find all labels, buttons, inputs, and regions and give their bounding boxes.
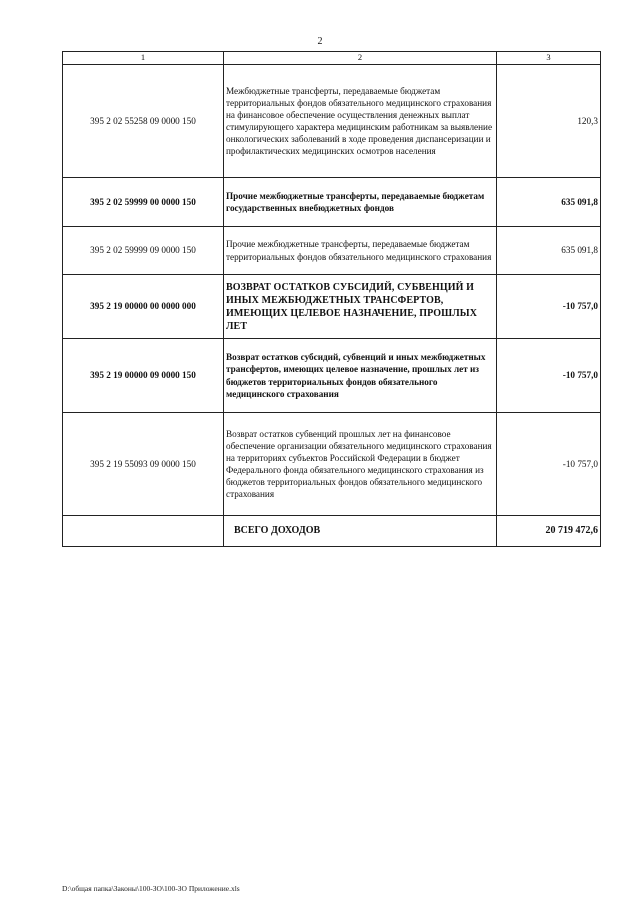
row-description: Прочие межбюджетные трансферты, передаваемые бюджетам государственных внебюджетных фондов	[224, 178, 497, 227]
row-description: Межбюджетные трансферты, передаваемые бюджетам территориальных фондов обязательного медицинского страхования на финансовое обеспечение осуществления денежных выплат стимулирующего характера медицинским работникам за выявление онкологических заболеваний в ходе проведения диспансеризации и профилактических медицинских осмотров населения	[224, 65, 497, 178]
row-value: 120,3	[497, 65, 601, 178]
total-code-cell	[63, 516, 224, 547]
row-value: 635 091,8	[497, 178, 601, 227]
row-description: Возврат остатков субсидий, субвенций и иных межбюджетных трансфертов, имеющих целевое назначение, прошлых лет из бюджетов территориальных фондов обязательного медицинского страхования	[224, 339, 497, 413]
total-label: ВСЕГО ДОХОДОВ	[224, 516, 497, 547]
table-row	[63, 413, 601, 516]
row-description: Прочие межбюджетные трансферты, передаваемые бюджетам территориальных фондов обязательного медицинского страхования	[224, 227, 497, 275]
row-code: 395 2 02 59999 09 0000 150	[63, 227, 224, 275]
row-code: 395 2 19 00000 00 0000 000	[63, 275, 224, 339]
column-header-2: 2	[224, 52, 497, 65]
row-value: 635 091,8	[497, 227, 601, 275]
column-header-1: 1	[63, 52, 224, 65]
row-value: -10 757,0	[497, 275, 601, 339]
row-description: ВОЗВРАТ ОСТАТКОВ СУБСИДИЙ, СУБВЕНЦИЙ И ИНЫХ МЕЖБЮДЖЕТНЫХ ТРАНСФЕРТОВ, ИМЕЮЩИХ ЦЕЛЕВОЕ НАЗНАЧЕНИЕ, ПРОШЛЫХ ЛЕТ	[224, 275, 497, 339]
table-row	[63, 339, 601, 413]
table-header-row	[63, 52, 601, 65]
page-number: 2	[317, 36, 323, 47]
row-code: 395 2 19 00000 09 0000 150	[63, 339, 224, 413]
budget-income-table	[62, 51, 601, 547]
file-path-footer: D:\общая папка\Законы\100-ЗО\100-ЗО Приложение.xls	[62, 884, 240, 893]
row-value: -10 757,0	[497, 413, 601, 516]
table-row	[63, 275, 601, 339]
total-value: 20 719 472,6	[497, 516, 601, 547]
row-description: Возврат остатков субвенций прошлых лет на финансовое обеспечение организации обязательного медицинского страхования на территориях субъектов Российской Федерации в бюджет Федерального фонда обязательного медицинского страхования из бюджетов территориальных фондов обязательного медицинского страхования	[224, 413, 497, 516]
table-row	[63, 178, 601, 227]
table-row	[63, 227, 601, 275]
total-row	[63, 516, 601, 547]
table-row	[63, 65, 601, 178]
row-value: -10 757,0	[497, 339, 601, 413]
row-code: 395 2 02 59999 00 0000 150	[63, 178, 224, 227]
row-code: 395 2 02 55258 09 0000 150	[63, 65, 224, 178]
row-code: 395 2 19 55093 09 0000 150	[63, 413, 224, 516]
column-header-3: 3	[497, 52, 601, 65]
